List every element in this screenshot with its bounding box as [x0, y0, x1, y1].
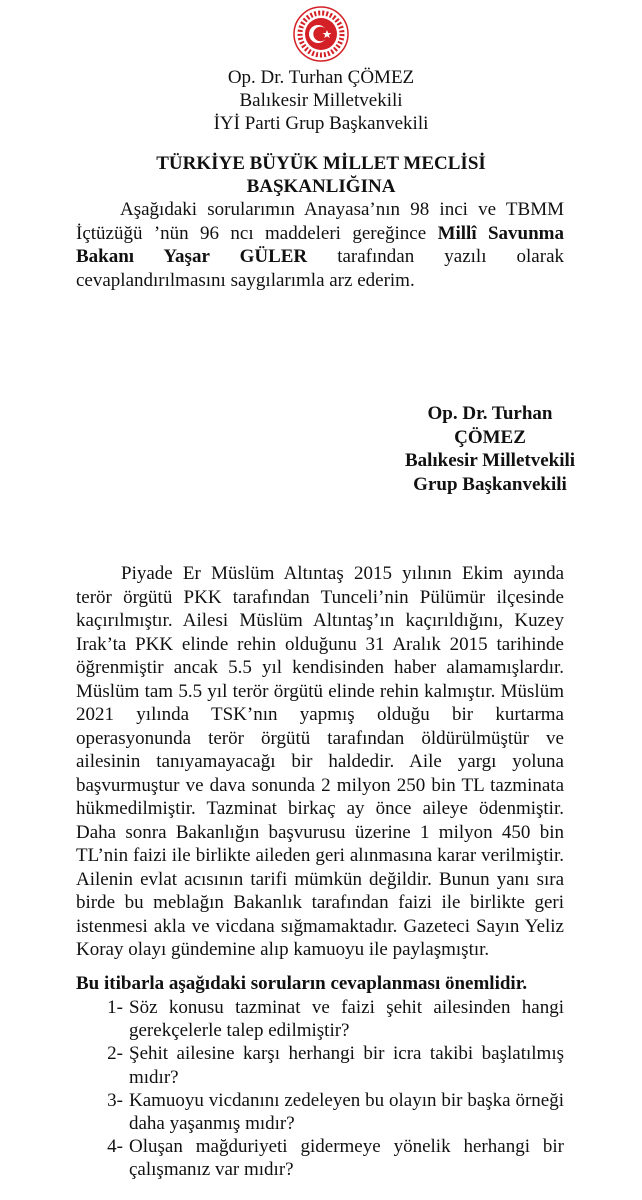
sender-constituency: Balıkesir Milletvekili: [239, 90, 403, 111]
intro-text-after: tarafından yazılı olarak cevaplandırılmasını saygılarımla arz ederim.: [76, 246, 565, 291]
intro-text-before: Aşağıdaki sorularımın Anayasa’nın 98 inci ve TBMM İçtüzüğü ’nün 96 ncı maddeleri gereğince: [76, 199, 564, 244]
sender-header: [0, 66, 642, 135]
question-text: Söz konusu tazminat ve faizi şehit ailesinden hangi gerekçelerle talep edilmiştir?: [129, 997, 564, 1042]
question-item: [76, 996, 564, 1042]
tbmm-emblem-icon: [291, 4, 351, 64]
question-text: Kamuoyu vicdanını zedeleyen bu olayın bir başka örneği daha yaşanmış mıdır?: [129, 1089, 564, 1135]
intro-paragraph: [76, 198, 564, 292]
sender-name: Op. Dr. Turhan ÇÖMEZ: [227, 67, 415, 88]
signature-block: [380, 402, 600, 496]
question-number: 4-: [107, 1136, 123, 1158]
question-text: Oluşan mağduriyeti gidermeye yönelik herhangi bir çalışmanız var mıdır?: [129, 1136, 564, 1181]
question-text: Şehit ailesine karşı herhangi bir icra takibi başlatılmış mıdır?: [129, 1043, 564, 1088]
question-item: [76, 1089, 564, 1135]
question-item: [76, 1042, 564, 1088]
sender-party-role: İYİ Parti Grup Başkanvekili: [213, 113, 429, 134]
question-number: 1-: [107, 997, 123, 1018]
questions-list: [76, 996, 564, 1182]
questions-heading: Bu itibarla aşağıdaki soruların cevaplanması önemlidir.: [76, 973, 528, 994]
minister-name: Millî Savunma Bakanı Yaşar GÜLER: [76, 222, 565, 268]
body-paragraph: Piyade Er Müslüm Altıntaş 2015 yılının Ekim ayında terör örgütü PKK tarafından Tunceli’nin Pülümür ilçesinde kaçırılmıştır. Ailesi Müslüm Altıntaş’ın kaçırıldığını, Kuzey Irak’ta PKK elinde rehin olduğunu 31 Aralık 2015 tarihinde öğrenmiştir ancak 5.5 yıl kendisinden haber alamamışlardır. Müslüm tam 5.5 yıl terör örgütü elinde rehin kalmıştır. Müslüm 2021 yılında TSK’nın yapmış olduğu bir kurtarma operasyonunda terör örgütü tarafından öldürülmüştür ve ailesinin tanıyamayacağı bir haldedir. Aile yargı yoluna başvurmuştur ve dava sonunda 2 milyon 250 bin TL tazminata hükmedilmiştir. Tazminat birkaç ay önce aileye ödenmiştir. Daha sonra Bakanlığın başvurusu üzerine 1 milyon 450 bin TL’nin faizi ile birlikte aileden geri alınmasına karar verilmiştir. Ailenin evlat acısının tarifi mümkün değildir. Bunun yanı sıra birde bu meblağın Bakanlık tarafından faizi ile birlikte geri istenmesi akla ve vicdana sığmamaktadır. Gazeteci Sayın Yeliz Koray olayı gündemine alıp kamuoyu ile paylaşmıştır.: [76, 563, 564, 960]
signature-constituency: Balıkesir Milletvekili: [404, 450, 576, 471]
question-number: 2-: [107, 1043, 123, 1065]
addressee-title: [0, 152, 642, 198]
signature-role: Grup Başkanvekili: [413, 473, 567, 495]
signature-name-line-2: ÇÖMEZ: [454, 426, 526, 448]
question-number: 3-: [107, 1089, 123, 1111]
title-line-1: TÜRKİYE BÜYÜK MİLLET MECLİSİ: [156, 153, 486, 174]
question-item: [76, 1135, 564, 1181]
title-line-2: BAŞKANLIĞINA: [246, 176, 396, 197]
signature-name-line-1: Op. Dr. Turhan: [427, 403, 553, 424]
